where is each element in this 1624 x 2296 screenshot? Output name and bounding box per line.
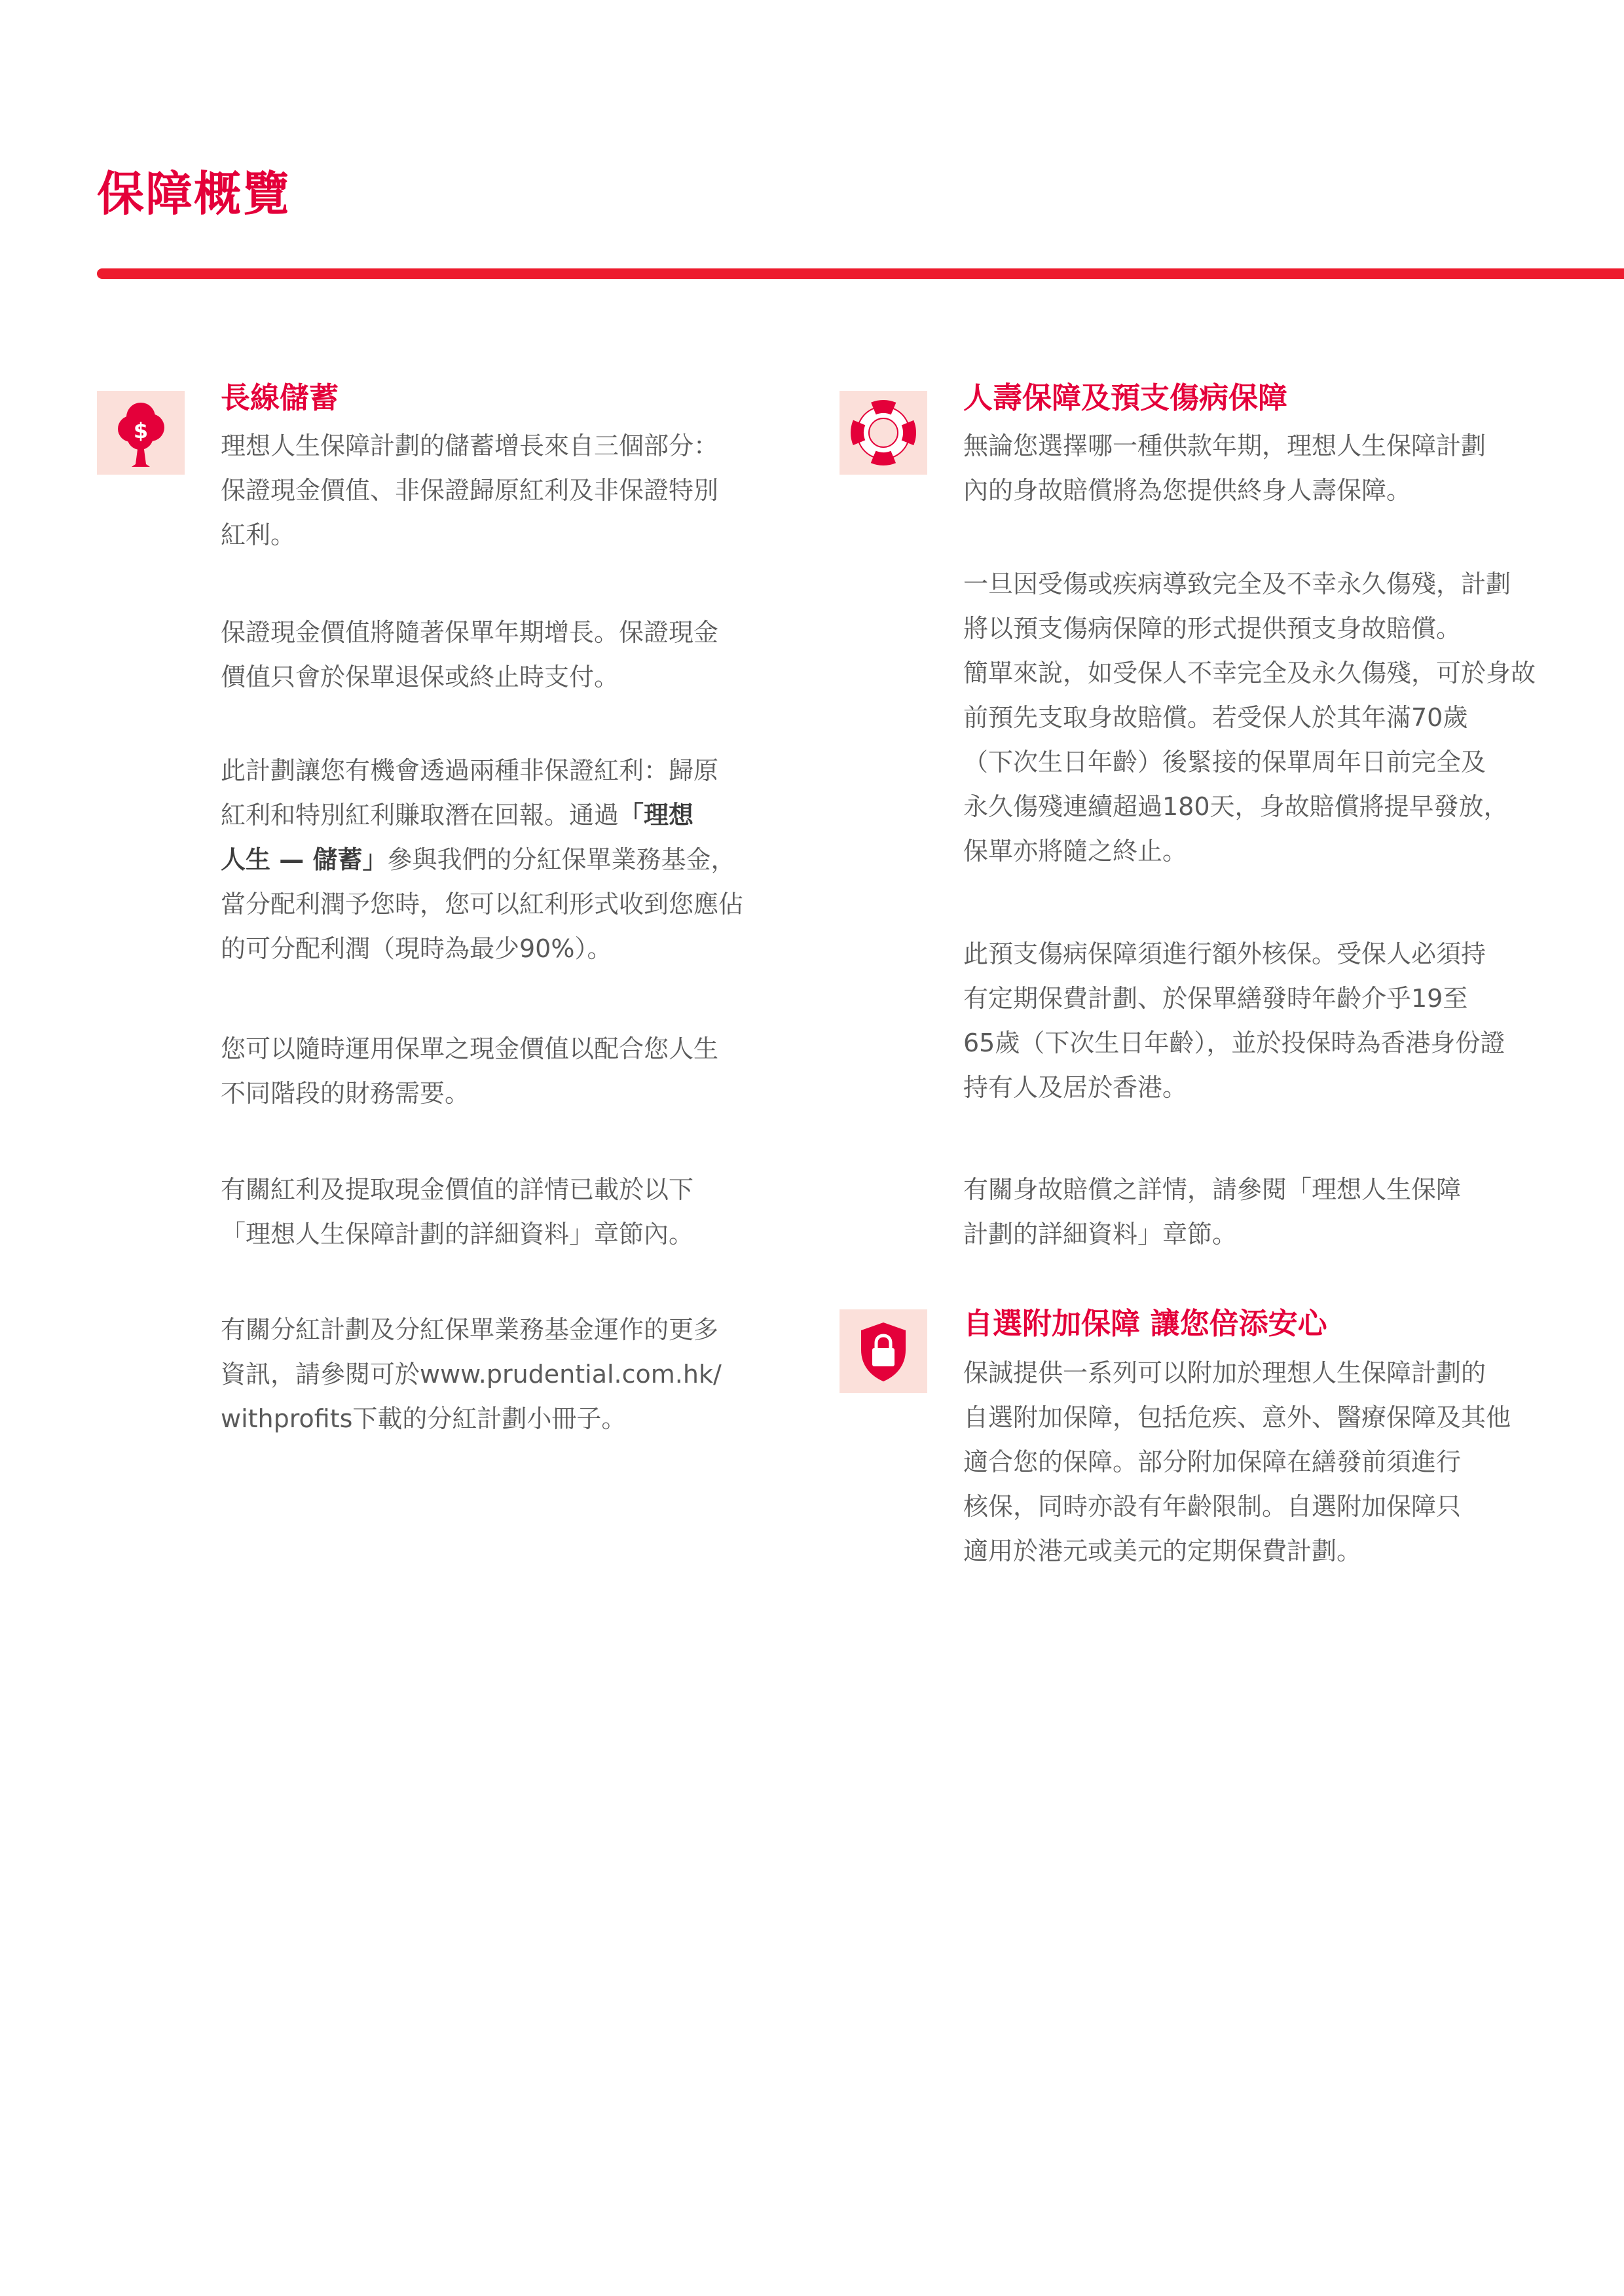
text-line: 自選附加保障，包括危疾、意外、醫療保障及其他: [963, 1403, 1511, 1432]
text-line: withprofits下載的分紅計劃小冊子。: [221, 1404, 627, 1433]
text-line: 保證現金價值、非保證歸原紅利及非保證特別: [221, 476, 719, 505]
text-line: 有關身故賠償之詳情，請參閱「理想人生保障: [963, 1175, 1462, 1204]
text-run: 紅利和特別紅利賺取潛在回報。通過: [221, 801, 619, 829]
text-line: 持有人及居於香港。: [963, 1073, 1188, 1102]
text-line: 內的身故賠償將為您提供終身人壽保障。: [963, 476, 1412, 505]
paragraph: [963, 424, 1486, 513]
text-line: 前預先支取身故賠償。若受保人於其年滿70歲: [963, 703, 1468, 732]
text-line: 將以預支傷病保障的形式提供預支身故賠償。: [963, 614, 1462, 643]
text-line: 此預支傷病保障須進行額外核保。受保人必須持: [963, 939, 1486, 968]
text-line: 有定期保費計劃、於保單繕發時年齡介乎19至: [963, 984, 1468, 1013]
shield-lock-icon: [840, 1309, 927, 1393]
title-divider: [97, 268, 1624, 279]
text-line: 保證現金價值將隨著保單年期增長。保證現金: [221, 618, 719, 647]
section-heading: 自選附加保障 讓您倍添安心: [963, 1306, 1327, 1341]
text-line: 一旦因受傷或疾病導致完全及不幸永久傷殘，計劃: [963, 570, 1511, 598]
text-line: 紅利。: [221, 520, 296, 549]
plan-name-bold: 「理想: [619, 801, 694, 829]
text-line: 簡單來說，如受保人不幸完全及永久傷殘，可於身故: [963, 659, 1536, 687]
paragraph: [221, 610, 718, 699]
text-line: 「理想人生保障計劃的詳細資料」章節內。: [221, 1220, 694, 1248]
page-title: 保障概覽: [97, 166, 291, 221]
paragraph: [221, 1167, 693, 1256]
paragraph: [221, 748, 743, 971]
text-line: [221, 793, 743, 837]
plan-name-bold: 人生 — 儲蓄」: [221, 845, 388, 874]
text-line: 核保，同時亦設有年齡限制。自選附加保障只: [963, 1492, 1462, 1521]
paragraph: [221, 1307, 722, 1441]
section-heading: 人壽保障及預支傷病保障: [963, 380, 1288, 415]
text-line: 適合您的保障。部分附加保障在繕發前須進行: [963, 1448, 1462, 1476]
text-line: 適用於港元或美元的定期保費計劃。: [963, 1537, 1362, 1565]
lifebuoy-icon: [840, 391, 927, 475]
money-tree-icon: [97, 391, 185, 475]
text-line: 資訊，請參閱可於www.prudential.com.hk/: [221, 1360, 722, 1389]
text-line: 的可分配利潤（現時為最少90%）。: [221, 934, 612, 963]
text-line: 價值只會於保單退保或終止時支付。: [221, 663, 619, 691]
text-line: [221, 837, 743, 882]
text-line: 有關分紅計劃及分紅保單業務基金運作的更多: [221, 1315, 719, 1344]
text-line: 65歲（下次生日年齡），並於投保時為香港身份證: [963, 1029, 1505, 1057]
text-line: 不同階段的財務需要。: [221, 1079, 470, 1108]
paragraph: [221, 424, 718, 557]
text-line: 理想人生保障計劃的儲蓄增長來自三個部分：: [221, 431, 719, 460]
text-line: 當分配利潤予您時，您可以紅利形式收到您應佔: [221, 890, 744, 919]
text-line: 計劃的詳細資料」章節。: [963, 1220, 1238, 1248]
text-line: 保單亦將隨之終止。: [963, 837, 1188, 866]
section-heading: 長線儲蓄: [221, 380, 339, 415]
text-line: 您可以隨時運用保單之現金價值以配合您人生: [221, 1034, 719, 1063]
text-line: （下次生日年齡）後緊接的保單周年日前完全及: [963, 748, 1486, 776]
text-line: 此計劃讓您有機會透過兩種非保證紅利：歸原: [221, 756, 719, 785]
text-line: 有關紅利及提取現金價值的詳情已載於以下: [221, 1175, 694, 1204]
paragraph: [963, 562, 1536, 873]
text-run: 參與我們的分紅保單業務基金，: [387, 845, 736, 874]
paragraph: [963, 1351, 1511, 1573]
paragraph: [963, 932, 1505, 1110]
svg-text:$: $: [133, 418, 149, 443]
text-line: 無論您選擇哪一種供款年期，理想人生保障計劃: [963, 431, 1486, 460]
paragraph: [221, 1027, 718, 1116]
text-line: 保誠提供一系列可以附加於理想人生保障計劃的: [963, 1358, 1486, 1387]
paragraph: [963, 1167, 1461, 1256]
text-line: 永久傷殘連續超過180天，身故賠償將提早發放，: [963, 792, 1509, 821]
